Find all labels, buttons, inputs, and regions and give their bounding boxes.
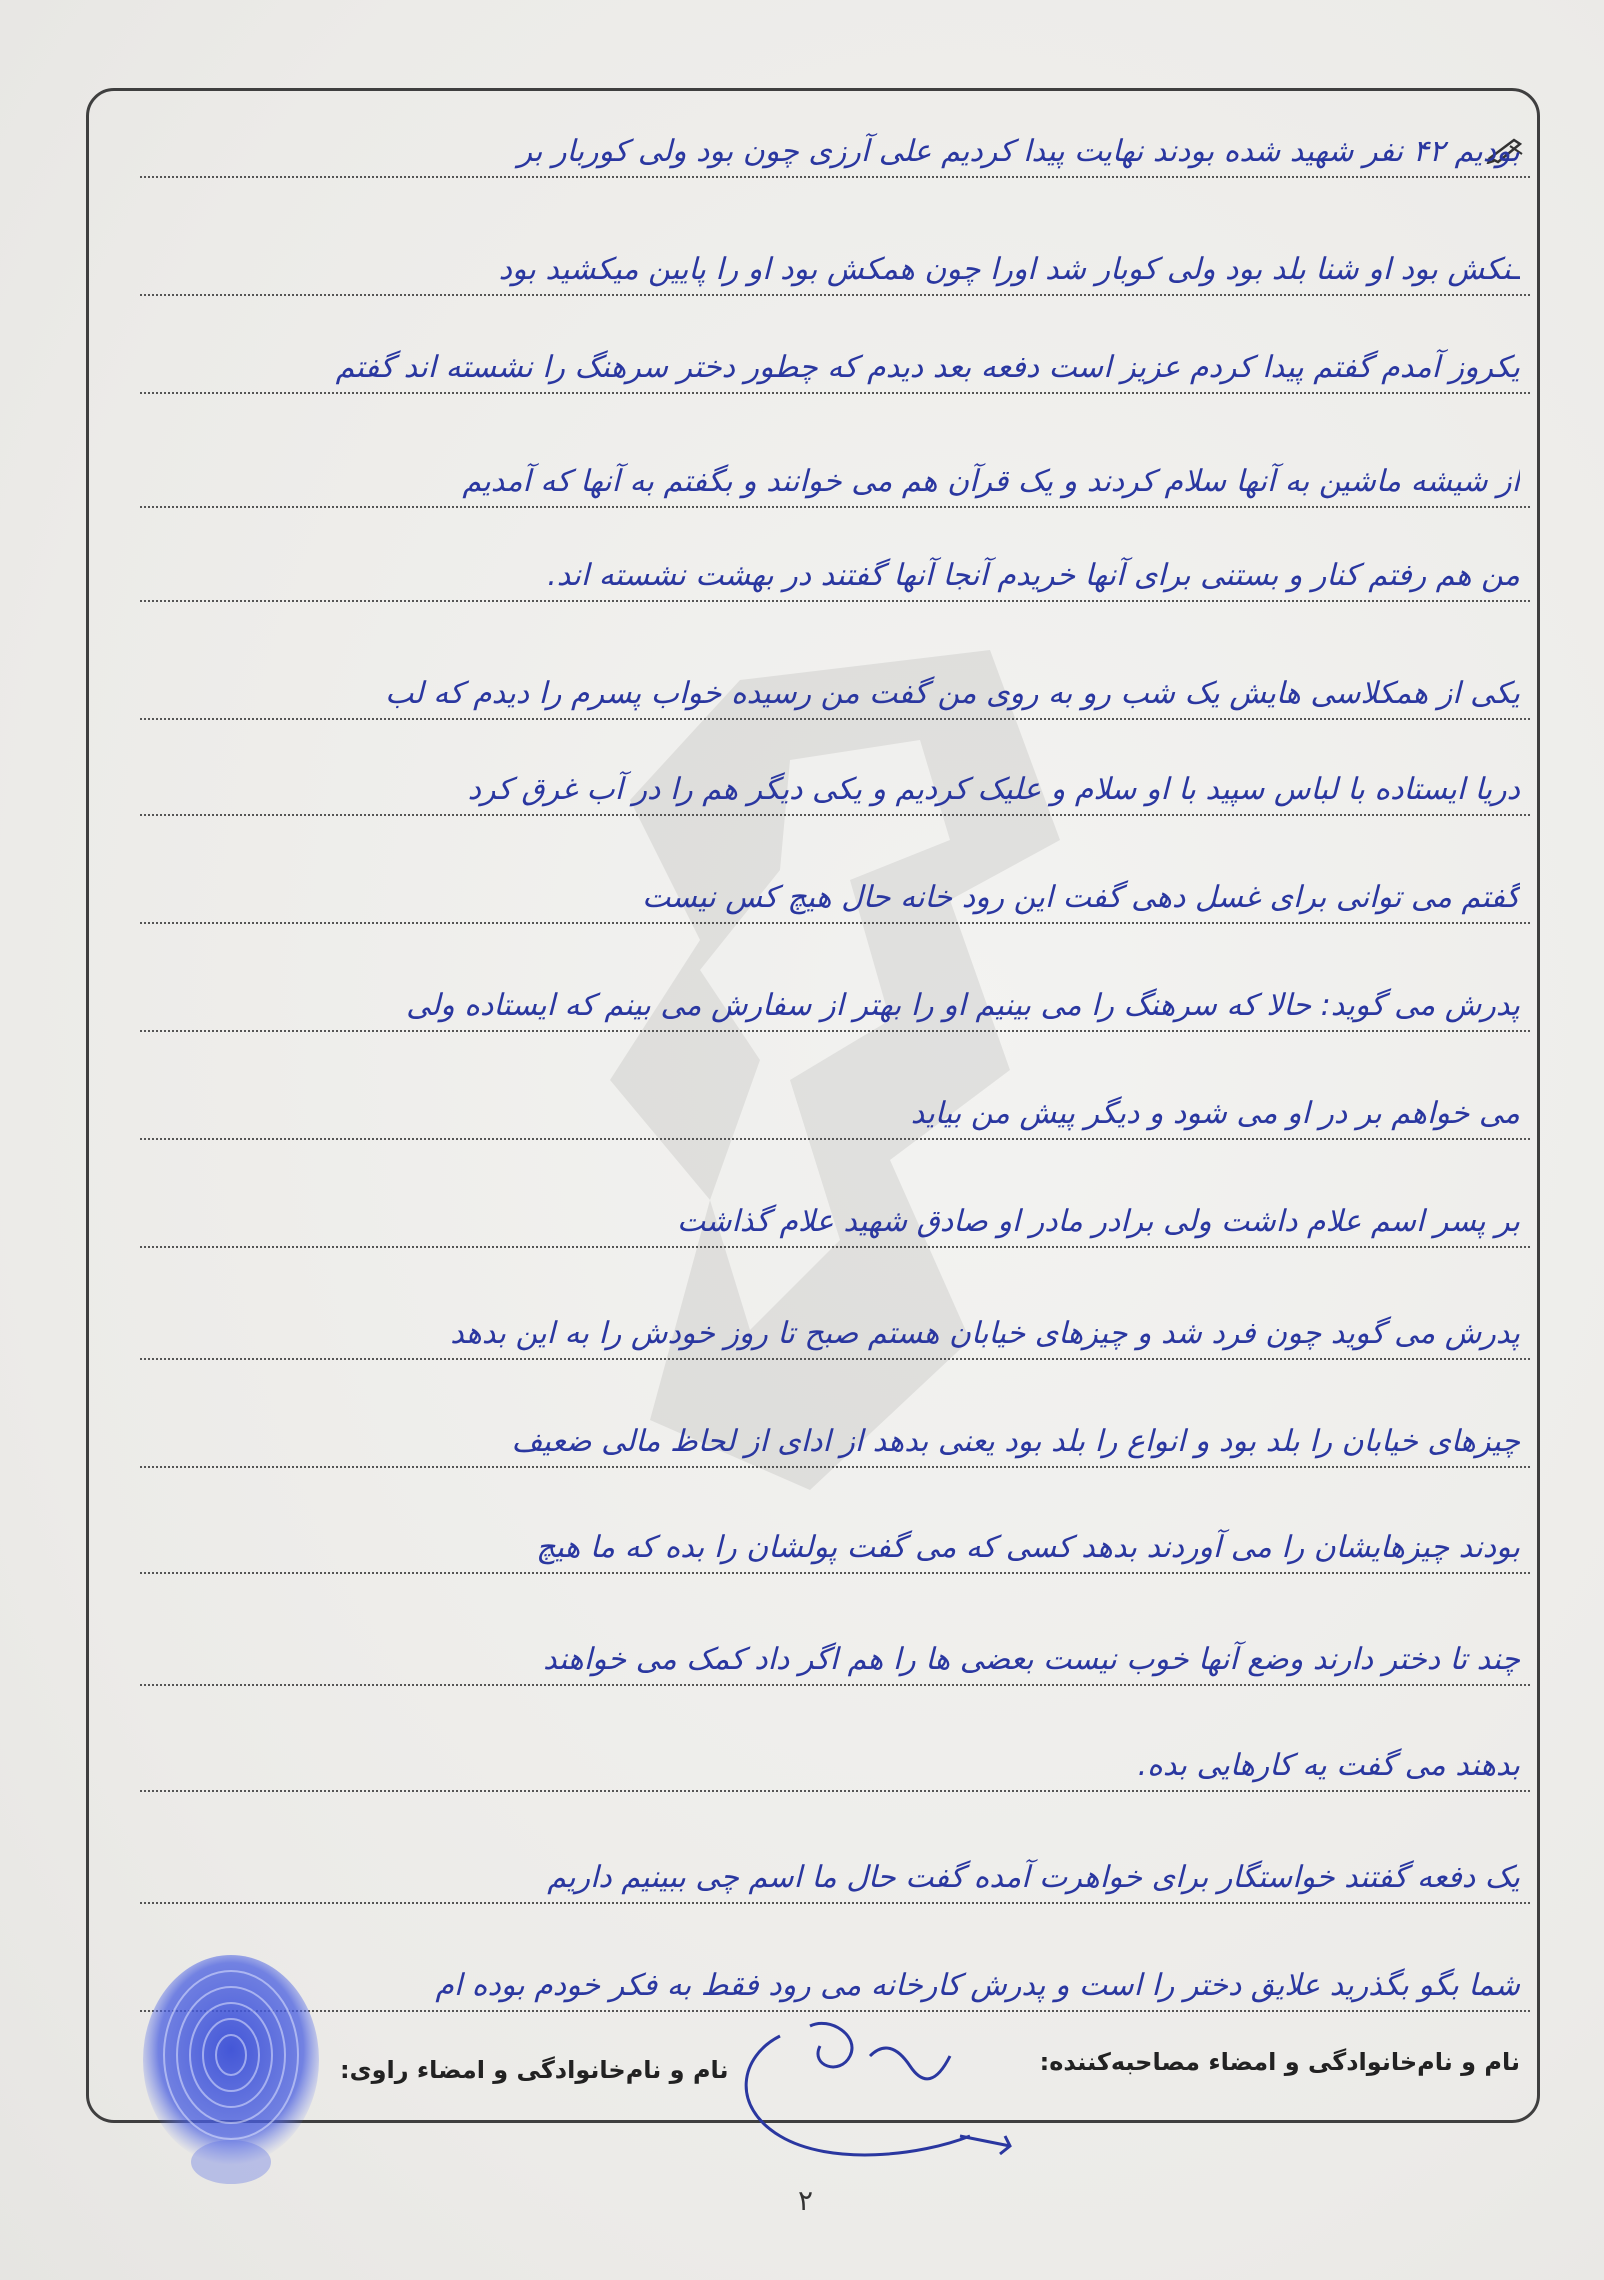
text-line (140, 522, 1530, 602)
dotted-rule (140, 1138, 1530, 1140)
dotted-rule (140, 922, 1530, 924)
dotted-rule (140, 1684, 1530, 1686)
dotted-rule (140, 1030, 1530, 1032)
dotted-rule (140, 1572, 1530, 1574)
text-line (140, 216, 1530, 296)
text-line (140, 98, 1530, 178)
line-text: بر پسر اسم علام داشت ولی برادر مادر او صادق شهید علام گذاشت (676, 1204, 1520, 1239)
line-text: ـنکش بود او شنا بلد بود ولی کوبار شد اورا چون همکش بود او را پایین میکشید بود (498, 252, 1520, 287)
text-line (140, 428, 1530, 508)
line-text: پدرش می گوید چون فرد شد و چیزهای خیابان هستم صبح تا روز خودش را به این بدهد (450, 1316, 1520, 1351)
dotted-rule (140, 1902, 1530, 1904)
dotted-rule (140, 718, 1530, 720)
text-line (140, 1060, 1530, 1140)
line-text: چیزهای خیابان را بلد بود و انواع را بلد بود یعنی بدهد از ادای از لحاظ مالی ضعیف (511, 1424, 1520, 1459)
line-text: بودند چیزهایشان را می آوردند بدهد کسی که می گفت پولشان را بده که ما هیچ (536, 1530, 1520, 1565)
line-text: از شیشه ماشین به آنها سلام کردند و یک قرآن هم می خوانند و بگفتم به آنها که آمدیم (462, 464, 1520, 499)
line-text: پدرش می گوید: حالا که سرهنگ را می بینیم او را بهتر از سفارش می بینم که ایستاده ولی (406, 988, 1520, 1023)
text-line (140, 1606, 1530, 1686)
line-text: بودیم ۴۲ نفر شهید شده بودند نهایت پیدا کردیم علی آرزی چون بود ولی کوربار بر (517, 134, 1520, 169)
text-line (140, 952, 1530, 1032)
text-line (140, 736, 1530, 816)
dotted-rule (140, 600, 1530, 602)
line-text: دریا ایستاده با لباس سپید با او سلام و علیک کردیم و یکی دیگر هم را در آب غرق کرد (467, 772, 1520, 807)
line-text: یکی از همکلاسی هایش یک شب رو به روی من گفت من رسیده خواب پسرم را دیدم که لب (385, 676, 1520, 711)
dotted-rule (140, 1246, 1530, 1248)
interviewer-signature (720, 1996, 1020, 2196)
text-line (140, 1494, 1530, 1574)
dotted-rule (140, 814, 1530, 816)
dotted-rule (140, 294, 1530, 296)
text-line (140, 844, 1530, 924)
line-text: گفتم می توانی برای غسل دهی گفت این رود خانه حال هیچ کس نیست (642, 880, 1520, 915)
line-text: بدهند می گفت یه کارهایی بده. (1137, 1748, 1520, 1783)
dotted-rule (140, 176, 1530, 178)
dotted-rule (140, 1790, 1530, 1792)
line-text: یکروز آمدم گفتم پیدا کردم عزیز است دفعه بعد دیدم که چطور دختر سرهنگ را نشسته اند گفتم (335, 350, 1520, 385)
line-text: من هم رفتم کنار و بستنی برای آنها خریدم آنجا آنها گفتند در بهشت نشسته اند. (547, 558, 1520, 593)
dotted-rule (140, 506, 1530, 508)
text-line (140, 1712, 1530, 1792)
line-text: می خواهم بر در او می شود و دیگر پیش من بیاید (910, 1096, 1520, 1131)
line-text: یک دفعه گفتند خواستگار برای خواهرت آمده گفت حال ما اسم چی ببینیم داریم (547, 1860, 1520, 1895)
page-number: ۲ (798, 2184, 814, 2217)
line-text: چند تا دختر دارند وضع آنها خوب نیست بعضی ها را هم اگر داد کمک می خواهند (543, 1642, 1520, 1677)
dotted-rule (140, 1358, 1530, 1360)
dotted-rule (140, 1466, 1530, 1468)
dotted-rule (140, 392, 1530, 394)
text-line (140, 640, 1530, 720)
text-line (140, 1824, 1530, 1904)
text-line (140, 1168, 1530, 1248)
text-line (140, 1388, 1530, 1468)
line-text: شما بگو بگذرید علایق دختر را است و پدرش کارخانه می رود فقط به فکر خودم بوده ام (435, 1968, 1520, 2003)
text-line (140, 314, 1530, 394)
interviewer-label: نام و نام‌خانوادگی و امضاء مصاحبه‌کننده: (1039, 2048, 1520, 2076)
narrator-label: نام و نام‌خانوادگی و امضاء راوی: (340, 2056, 729, 2084)
text-line (140, 1280, 1530, 1360)
